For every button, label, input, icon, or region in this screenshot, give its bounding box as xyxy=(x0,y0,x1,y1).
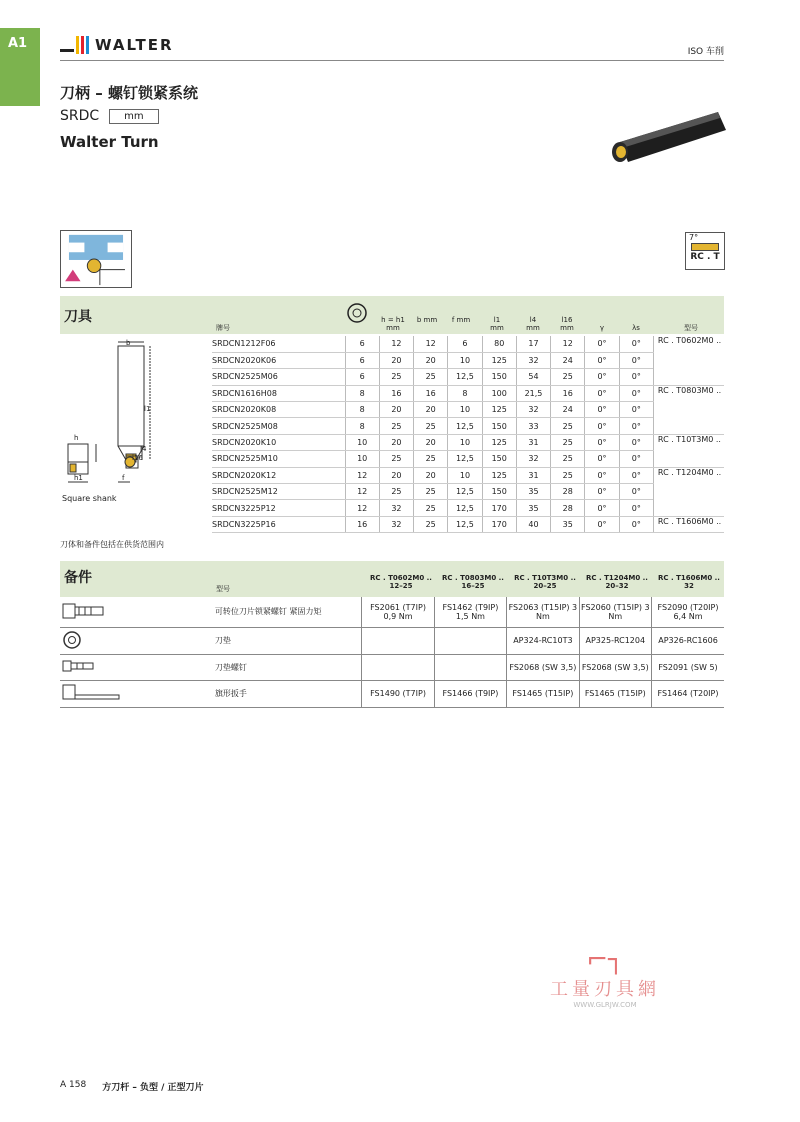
insert-type-cell: RC . T0602M0 .. xyxy=(653,336,724,385)
watermark xyxy=(540,945,670,1009)
tool-cell: 21,5 xyxy=(516,385,550,401)
tool-designation: SRDCN2020K10 xyxy=(212,434,345,450)
spare-part-cell: FS2068 (SW 3,5) xyxy=(507,654,579,680)
tool-cell: 12 xyxy=(551,336,585,352)
spare-part-cell: FS1464 (T20IP) xyxy=(652,680,725,707)
tool-cell: 125 xyxy=(482,467,516,483)
tool-cell: 0° xyxy=(585,467,619,483)
insert-shape-icon xyxy=(691,243,719,251)
tool-cell: 12,5 xyxy=(448,500,482,516)
tool-cell: 12,5 xyxy=(448,484,482,500)
parts-column-code: RC . T0602M0 .. xyxy=(370,574,432,582)
spare-part-name: 旗形扳手 xyxy=(211,680,362,707)
tool-cell: 0° xyxy=(585,434,619,450)
tool-cell: 20 xyxy=(379,352,413,368)
tool-designation: SRDCN2525M08 xyxy=(212,418,345,434)
tool-cell: 20 xyxy=(414,402,448,418)
col-header-designation: 牌号 xyxy=(216,324,230,332)
spare-part-cell: FS1466 (T9IP) xyxy=(434,680,506,707)
col-header-l1: l1 mm xyxy=(490,316,504,332)
spare-part-cell: AP324-RC10T3 xyxy=(507,627,579,654)
tool-cell: 32 xyxy=(379,516,413,532)
spare-part-cell: FS2061 (T7IP) 0,9 Nm xyxy=(362,597,434,627)
unit-box: mm xyxy=(109,109,158,124)
col-header-lambda: λs xyxy=(632,324,640,332)
tool-cell: 12,5 xyxy=(448,418,482,434)
tool-cell: 24 xyxy=(551,352,585,368)
parts-column-header xyxy=(438,574,508,590)
tool-designation: SRDCN2020K12 xyxy=(212,467,345,483)
tool-cell: 0° xyxy=(585,500,619,516)
tool-row xyxy=(212,451,724,467)
parts-column-header xyxy=(510,574,580,590)
tool-cell: 20 xyxy=(414,352,448,368)
spare-part-row xyxy=(60,680,724,707)
insert-type-cell: RC . T1606M0 .. xyxy=(653,516,724,532)
tool-cell: 0° xyxy=(585,336,619,352)
spare-part-cell xyxy=(362,627,434,654)
tool-cell: 6 xyxy=(448,336,482,352)
tool-cell: 0° xyxy=(585,484,619,500)
tool-cell: 8 xyxy=(448,385,482,401)
tool-row xyxy=(212,516,724,532)
tool-cell: 0° xyxy=(619,516,653,532)
shim-screw-icon xyxy=(60,654,211,680)
tool-designation: SRDCN3225P12 xyxy=(212,500,345,516)
tool-cell: 35 xyxy=(516,484,550,500)
parts-section-title: 备件 xyxy=(64,570,92,586)
watermark-logo-icon: ⌐┐ xyxy=(586,945,624,975)
tool-cell: 8 xyxy=(345,402,379,418)
tool-cell: 35 xyxy=(516,500,550,516)
tool-cell: 0° xyxy=(619,500,653,516)
tool-cell: 25 xyxy=(551,369,585,385)
spare-part-name: 刀垫螺钉 xyxy=(211,654,362,680)
insert-size-icon xyxy=(346,302,368,324)
tool-cell: 10 xyxy=(448,467,482,483)
product-code: SRDC xyxy=(60,108,100,124)
dim-label-b: b xyxy=(126,339,131,347)
tool-cell: 25 xyxy=(414,516,448,532)
tool-cell: 32 xyxy=(516,402,550,418)
tool-cell: 32 xyxy=(379,500,413,516)
spare-part-cell: FS1465 (T15IP) xyxy=(579,680,651,707)
product-code-line xyxy=(60,108,159,124)
spare-part-cell: AP326-RC1606 xyxy=(652,627,725,654)
tool-cell: 20 xyxy=(414,467,448,483)
parts-column-code: RC . T0803M0 .. xyxy=(442,574,504,582)
tool-cell: 10 xyxy=(345,434,379,450)
watermark-url: WWW.GLRJW.COM xyxy=(573,1001,637,1009)
dim-label-h: h xyxy=(74,434,79,442)
spare-part-row xyxy=(60,654,724,680)
dim-label-l4: l4 xyxy=(140,445,147,453)
spare-part-row xyxy=(60,627,724,654)
spare-part-name: 可转位刀片锁紧螺钉 紧固力矩 xyxy=(211,597,362,627)
tool-designation: SRDCN2525M06 xyxy=(212,369,345,385)
parts-column-range: 12–25 xyxy=(389,582,413,590)
tool-holder-image xyxy=(606,110,726,170)
delivery-note: 刀体和备件包括在供货范围内 xyxy=(60,540,164,549)
tool-cell: 6 xyxy=(345,369,379,385)
insert-type-pictogram xyxy=(685,232,725,270)
col-header-l16: l16 mm xyxy=(560,316,574,332)
spare-parts-table xyxy=(60,597,724,708)
page-number: A 158 xyxy=(60,1080,87,1090)
tool-cell: 17 xyxy=(516,336,550,352)
tool-row xyxy=(212,402,724,418)
tool-row xyxy=(212,434,724,450)
dim-label-l16: l16 xyxy=(132,454,143,462)
col-header-gamma: γ xyxy=(599,324,605,332)
watermark-text: 工量刃具網 xyxy=(550,979,660,1000)
tool-cell: 20 xyxy=(379,467,413,483)
tool-cell: 0° xyxy=(585,385,619,401)
tool-row xyxy=(212,385,724,401)
tool-cell: 24 xyxy=(551,402,585,418)
tool-designation: SRDCN2525M12 xyxy=(212,484,345,500)
tool-cell: 0° xyxy=(619,418,653,434)
dim-label-f: f xyxy=(122,474,125,482)
col-header-type: 型号 xyxy=(684,324,698,332)
tool-cell: 0° xyxy=(585,418,619,434)
col-header-h: h = h1 mm xyxy=(381,316,405,332)
tool-cell: 0° xyxy=(619,402,653,418)
tool-cell: 16 xyxy=(345,516,379,532)
header-divider xyxy=(60,60,724,61)
tool-row xyxy=(212,336,724,352)
parts-type-header: 型号 xyxy=(216,585,230,593)
page-section-tab: A1 xyxy=(0,28,40,106)
tool-cell: 150 xyxy=(482,484,516,500)
tool-cell: 16 xyxy=(414,385,448,401)
tool-cell: 25 xyxy=(551,434,585,450)
tool-cell: 20 xyxy=(379,402,413,418)
tool-cell: 8 xyxy=(345,385,379,401)
tool-cell: 170 xyxy=(482,500,516,516)
parts-column-code: RC . T1606M0 .. xyxy=(658,574,720,582)
tool-designation: SRDCN3225P16 xyxy=(212,516,345,532)
tool-cell: 25 xyxy=(379,484,413,500)
tool-row xyxy=(212,418,724,434)
tool-cell: 100 xyxy=(482,385,516,401)
tool-row xyxy=(212,500,724,516)
wrench-icon xyxy=(60,680,211,707)
tool-cell: 31 xyxy=(516,434,550,450)
tool-cell: 125 xyxy=(482,352,516,368)
tool-designation: SRDCN2020K08 xyxy=(212,402,345,418)
spare-part-name: 刀垫 xyxy=(211,627,362,654)
logo-bars-icon xyxy=(60,36,89,54)
tool-cell: 28 xyxy=(551,500,585,516)
tool-cell: 35 xyxy=(551,516,585,532)
parts-column-range: 20–32 xyxy=(605,582,629,590)
tool-designation: SRDCN1616H08 xyxy=(212,385,345,401)
insert-type-cell: RC . T10T3M0 .. xyxy=(653,434,724,467)
spare-part-cell: FS1490 (T7IP) xyxy=(362,680,434,707)
tool-cell: 0° xyxy=(619,352,653,368)
tool-cell: 16 xyxy=(551,385,585,401)
tool-cell: 6 xyxy=(345,336,379,352)
col-header-b: b mm xyxy=(416,316,438,324)
tool-cell: 25 xyxy=(414,418,448,434)
spare-part-cell xyxy=(434,654,506,680)
page-title: 刀柄 – 螺钉锁紧系统 xyxy=(60,84,198,102)
tool-cell: 12 xyxy=(345,467,379,483)
spare-part-cell xyxy=(434,627,506,654)
tool-cell: 25 xyxy=(414,369,448,385)
tool-cell: 12 xyxy=(379,336,413,352)
dim-label-l1: l1 xyxy=(144,405,151,413)
tool-cell: 12,5 xyxy=(448,516,482,532)
insert-type-cell: RC . T1204M0 .. xyxy=(653,467,724,516)
tools-section-title: 刀具 xyxy=(64,309,92,325)
tool-cell: 28 xyxy=(551,484,585,500)
tool-cell: 0° xyxy=(585,352,619,368)
spare-part-cell: FS2091 (SW 5) xyxy=(652,654,725,680)
tool-row xyxy=(212,369,724,385)
tool-cell: 150 xyxy=(482,369,516,385)
tool-cell: 150 xyxy=(482,418,516,434)
brand-line: Walter Turn xyxy=(60,133,159,151)
tool-cell: 25 xyxy=(414,500,448,516)
tool-cell: 0° xyxy=(619,484,653,500)
spare-part-cell: FS2060 (T15IP) 3 Nm xyxy=(579,597,651,627)
tool-cell: 25 xyxy=(379,369,413,385)
tool-cell: 0° xyxy=(619,336,653,352)
spare-part-cell: FS2063 (T15IP) 3 Nm xyxy=(507,597,579,627)
tool-designation: SRDCN2525M10 xyxy=(212,451,345,467)
tool-cell: 12,5 xyxy=(448,451,482,467)
cutting-pictogram-icon xyxy=(60,230,132,288)
tool-cell: 10 xyxy=(345,451,379,467)
tool-cell: 20 xyxy=(379,434,413,450)
clamp-screw-icon xyxy=(60,597,211,627)
spare-part-cell: FS2090 (T20IP) 6,4 Nm xyxy=(652,597,725,627)
tool-designation: SRDCN2020K06 xyxy=(212,352,345,368)
footer-title: 方刀杆 – 负型 / 正型刀片 xyxy=(102,1083,204,1093)
tool-cell: 10 xyxy=(448,352,482,368)
parts-column-range: 32 xyxy=(684,582,694,590)
tool-cell: 12,5 xyxy=(448,369,482,385)
tool-cell: 80 xyxy=(482,336,516,352)
tool-designation: SRDCN1212F06 xyxy=(212,336,345,352)
spare-part-row xyxy=(60,597,724,627)
spare-part-cell: AP325-RC1204 xyxy=(579,627,651,654)
col-header-l4: l4 mm xyxy=(526,316,540,332)
tool-cell: 54 xyxy=(516,369,550,385)
clearance-angle: 7° xyxy=(689,233,699,242)
tool-cell: 31 xyxy=(516,467,550,483)
tool-cell: 125 xyxy=(482,402,516,418)
shim-icon xyxy=(60,627,211,654)
parts-column-code: RC . T10T3M0 .. xyxy=(514,574,576,582)
shank-caption: Square shank xyxy=(62,494,117,503)
tool-cell: 32 xyxy=(516,352,550,368)
tool-row xyxy=(212,352,724,368)
tool-cell: 150 xyxy=(482,451,516,467)
col-header-f: f mm xyxy=(451,316,471,324)
parts-column-header xyxy=(582,574,652,590)
tool-cell: 25 xyxy=(414,484,448,500)
tool-cell: 32 xyxy=(516,451,550,467)
tool-cell: 16 xyxy=(379,385,413,401)
tool-cell: 33 xyxy=(516,418,550,434)
parts-column-header xyxy=(654,574,724,590)
tool-cell: 0° xyxy=(619,385,653,401)
tool-cell: 12 xyxy=(345,500,379,516)
walter-logo: WALTER xyxy=(60,34,174,56)
tool-cell: 25 xyxy=(551,418,585,434)
spare-part-cell xyxy=(362,654,434,680)
category-label: ISO 车削 xyxy=(687,47,724,57)
insert-code: RC . T xyxy=(690,252,720,262)
spare-part-cell: FS1462 (T9IP) 1,5 Nm xyxy=(434,597,506,627)
parts-column-code: RC . T1204M0 .. xyxy=(586,574,648,582)
tool-cell: 0° xyxy=(585,451,619,467)
tools-table xyxy=(212,336,724,533)
tool-cell: 10 xyxy=(448,434,482,450)
tool-cell: 0° xyxy=(585,516,619,532)
spare-part-cell: FS2068 (SW 3,5) xyxy=(579,654,651,680)
parts-column-range: 20–25 xyxy=(533,582,557,590)
tool-cell: 0° xyxy=(585,369,619,385)
parts-column-header xyxy=(366,574,436,590)
tool-cell: 25 xyxy=(551,467,585,483)
tool-cell: 8 xyxy=(345,418,379,434)
tool-cell: 10 xyxy=(448,402,482,418)
tool-cell: 0° xyxy=(585,402,619,418)
tool-cell: 0° xyxy=(619,467,653,483)
tool-cell: 0° xyxy=(619,434,653,450)
spare-part-cell: FS1465 (T15IP) xyxy=(507,680,579,707)
tool-cell: 12 xyxy=(414,336,448,352)
tool-row xyxy=(212,484,724,500)
tool-cell: 20 xyxy=(414,434,448,450)
tool-cell: 25 xyxy=(414,451,448,467)
insert-type-cell: RC . T0803M0 .. xyxy=(653,385,724,434)
page-footer xyxy=(60,1080,204,1093)
parts-column-range: 16–25 xyxy=(461,582,485,590)
tool-cell: 25 xyxy=(379,451,413,467)
tool-cell: 12 xyxy=(345,484,379,500)
tool-cell: 0° xyxy=(619,369,653,385)
dim-label-h1: h1 xyxy=(74,474,83,482)
tool-row xyxy=(212,467,724,483)
tool-cell: 0° xyxy=(619,451,653,467)
tool-cell: 25 xyxy=(551,451,585,467)
tool-cell: 6 xyxy=(345,352,379,368)
tool-cell: 40 xyxy=(516,516,550,532)
tool-cell: 125 xyxy=(482,434,516,450)
tool-cell: 25 xyxy=(379,418,413,434)
tool-cell: 170 xyxy=(482,516,516,532)
